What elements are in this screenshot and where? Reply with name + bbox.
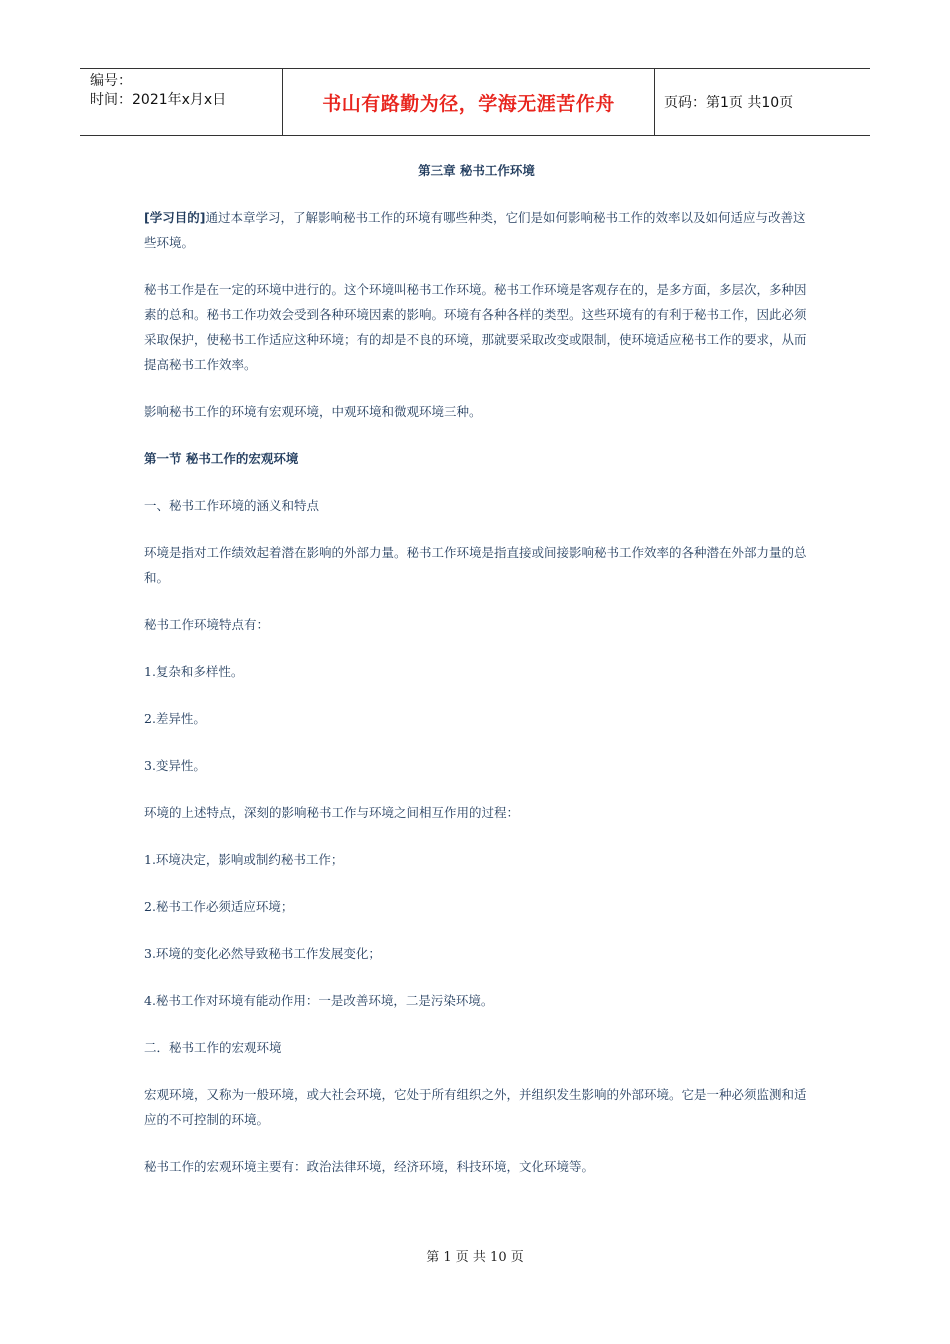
header-page-info: 页码：第1页 共10页 [664, 95, 794, 111]
paragraph: 宏观环境，又称为一般环境，或大社会环境，它处于所有组织之外，并组织发生影响的外部环境。它是一种必须监测和适应的不可控制的环境。 [144, 1087, 807, 1127]
paragraph: 秘书工作是在一定的环境中进行的。这个环境叫秘书工作环境。秘书工作环境是客观存在的，是多方面，多层次，多种因素的总和。秘书工作功效会受到各种环境因素的影响。环境有各种各样的类型。这些环境有的有利于秘书工作，因此必须采取保护，使秘书工作适应这种环境；有的却是不良的环境，那就要采取改变或限制，使环境适应秘书工作的要求，从而提高秘书工作效率。 [144, 282, 807, 372]
header-motto: 书山有路勤为径，学海无涯苦作舟 [283, 69, 655, 135]
page-header [80, 68, 870, 136]
intro-text: 通过本章学习，了解影响秘书工作的环境有哪些种类，它们是如何影响秘书工作的效率以及如何适应与改善这些环境。 [144, 210, 806, 250]
time-label: 时间：2021年x月x日 [90, 92, 227, 108]
list-item: 4.秘书工作对环境有能动作用：一是改善环境，二是污染环境。 [144, 993, 494, 1008]
chapter-title: 第三章 秘书工作环境 [418, 163, 535, 178]
subsection-title: 一、秘书工作环境的涵义和特点 [144, 498, 320, 513]
paragraph: 环境的上述特点，深刻的影响秘书工作与环境之间相互作用的过程： [144, 805, 520, 820]
section-title: 第一节 秘书工作的宏观环境 [144, 451, 299, 466]
paragraph: 影响秘书工作的环境有宏观环境，中观环境和微观环境三种。 [144, 404, 482, 419]
list-item: 3.变异性。 [144, 758, 206, 773]
number-label: 编号： [90, 73, 132, 89]
list-item: 2.秘书工作必须适应环境； [144, 899, 294, 914]
list-item: 1.环境决定，影响或制约秘书工作； [144, 852, 344, 867]
list-item: 3.环境的变化必然导致秘书工作发展变化； [144, 946, 381, 961]
list-item: 2.差异性。 [144, 711, 206, 726]
subsection-title: 二．秘书工作的宏观环境 [144, 1040, 282, 1055]
paragraph: 秘书工作的宏观环境主要有：政治法律环境，经济环境，科技环境，文化环境等。 [144, 1159, 595, 1174]
header-meta [80, 69, 283, 135]
list-item: 1.复杂和多样性。 [144, 664, 244, 679]
document-body [144, 158, 809, 1201]
intro-label: [学习目的] [144, 210, 206, 225]
paragraph: 环境是指对工作绩效起着潜在影响的外部力量。秘书工作环境是指直接或间接影响秘书工作效率的各种潜在外部力量的总和。 [144, 545, 807, 585]
page-footer: 第 1 页 共 10 页 [426, 1250, 524, 1265]
intro-paragraph [144, 205, 809, 255]
paragraph: 秘书工作环境特点有： [144, 617, 270, 632]
